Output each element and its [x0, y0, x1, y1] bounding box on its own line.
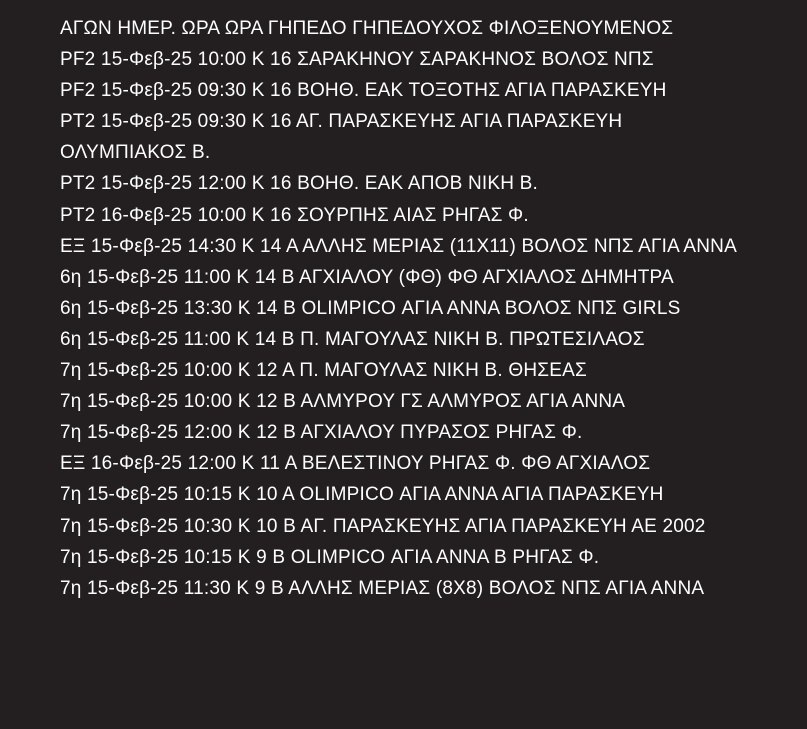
schedule-row: PT2 15-Φεβ-25 12:00 Κ 16 ΒΟΗΘ. ΕΑΚ ΑΠΟΒ ΝΙΚΗ Β. — [60, 173, 538, 195]
schedule-row: 6η 15-Φεβ-25 11:00 Κ 14 Β Π. ΜΑΓΟΥΛΑΣ ΝΙΚΗ Β. ΠΡΩΤΕΣΙΛΑΟΣ — [60, 328, 645, 350]
schedule-row: PF2 15-Φεβ-25 10:00 Κ 16 ΣΑΡΑΚΗΝΟΥ ΣΑΡΑΚΗΝΟΣ ΒΟΛΟΣ ΝΠΣ — [60, 49, 654, 71]
schedule-row: 7η 15-Φεβ-25 10:30 Κ 10 Β ΑΓ. ΠΑΡΑΣΚΕΥΗΣ ΑΓΙΑ ΠΑΡΑΣΚΕΥΗ ΑΕ 2002 — [60, 515, 706, 537]
schedule-row: 7η 15-Φεβ-25 10:15 Κ 10 Α OLIMPICO ΑΓΙΑ ΑΝΝΑ ΑΓΙΑ ΠΑΡΑΣΚΕΥΗ — [60, 484, 664, 506]
schedule-row: PF2 15-Φεβ-25 09:30 Κ 16 ΒΟΗΘ. ΕΑΚ ΤΟΞΟΤΗΣ ΑΓΙΑ ΠΑΡΑΣΚΕΥΗ — [60, 80, 667, 102]
schedule-row: 7η 15-Φεβ-25 11:30 Κ 9 Β ΑΛΛΗΣ ΜΕΡΙΑΣ (8Χ8) ΒΟΛΟΣ ΝΠΣ ΑΓΙΑ ΑΝΝΑ — [60, 577, 705, 599]
schedule-header-line: ΑΓΩΝ ΗΜΕΡ. ΩΡΑ ΩΡΑ ΓΗΠΕΔΟ ΓΗΠΕΔΟΥΧΟΣ ΦΙΛΟΞΕΝΟΥΜΕΝΟΣ — [60, 18, 674, 39]
schedule-row: 7η 15-Φεβ-25 10:00 Κ 12 Α Π. ΜΑΓΟΥΛΑΣ ΝΙΚΗ Β. ΘΗΣΕΑΣ — [60, 360, 587, 382]
schedule-row: 6η 15-Φεβ-25 11:00 Κ 14 Β ΑΓΧΙΑΛΟΥ (ΦΘ) ΦΘ ΑΓΧΙΑΛΟΣ ΔΗΜΗΤΡΑ — [60, 266, 674, 288]
schedule-row: 7η 15-Φεβ-25 12:00 Κ 12 Β ΑΓΧΙΑΛΟΥ ΠΥΡΑΣΟΣ ΡΗΓΑΣ Φ. — [60, 422, 583, 444]
schedule-row: 7η 15-Φεβ-25 10:00 Κ 12 Β ΑΛΜΥΡΟΥ ΓΣ ΑΛΜΥΡΟΣ ΑΓΙΑ ΑΝΝΑ — [60, 391, 626, 413]
schedule-row: PT2 16-Φεβ-25 10:00 Κ 16 ΣΟΥΡΠΗΣ ΑΙΑΣ ΡΗΓΑΣ Φ. — [60, 204, 529, 226]
schedule-row: ΕΞ 15-Φεβ-25 14:30 Κ 14 Α ΑΛΛΗΣ ΜΕΡΙΑΣ (11Χ11) ΒΟΛΟΣ ΝΠΣ ΑΓΙΑ ΑΝΝΑ — [60, 235, 737, 257]
schedule-row: PT2 15-Φεβ-25 09:30 Κ 16 ΑΓ. ΠΑΡΑΣΚΕΥΗΣ ΑΓΙΑ ΠΑΡΑΣΚΕΥΗ ΟΛΥΜΠΙΑΚΟΣ Β. — [60, 111, 623, 164]
match-schedule-list — [60, 13, 750, 604]
schedule-row: 6η 15-Φεβ-25 13:30 Κ 14 Β OLIMPICO ΑΓΙΑ ΑΝΝΑ ΒΟΛΟΣ ΝΠΣ GIRLS — [60, 297, 681, 319]
schedule-row: ΕΞ 16-Φεβ-25 12:00 Κ 11 Α ΒΕΛΕΣΤΙΝΟΥ ΡΗΓΑΣ Φ. ΦΘ ΑΓΧΙΑΛΟΣ — [60, 453, 651, 475]
schedule-row: 7η 15-Φεβ-25 10:15 Κ 9 Β OLIMPICO ΑΓΙΑ ΑΝΝΑ Β ΡΗΓΑΣ Φ. — [60, 546, 600, 568]
